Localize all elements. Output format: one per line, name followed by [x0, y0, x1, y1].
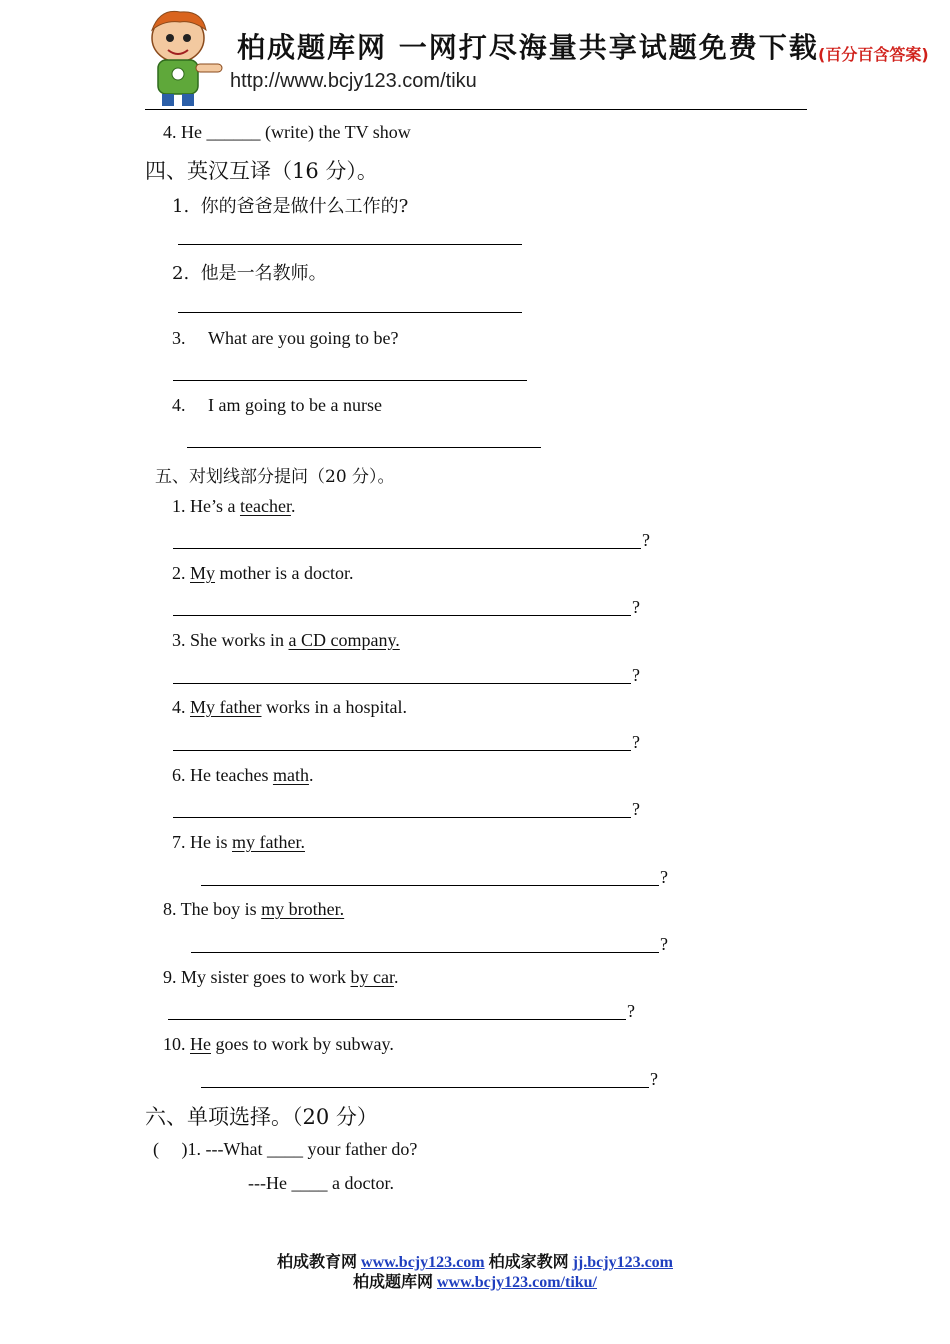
s5-answer-line-8[interactable] [191, 952, 659, 953]
s5-answer-line-10[interactable] [201, 1087, 649, 1088]
s5-answer-line-9[interactable] [168, 1019, 626, 1020]
s4-item-2-num: 2. [172, 263, 190, 284]
footer-label-1: 柏成教育网 [277, 1252, 358, 1271]
s4-item-3 [172, 328, 398, 349]
s5-item-10: 10. He goes to work by subway. [163, 1034, 394, 1054]
s5-qmark-9: ? [627, 1001, 635, 1021]
s6-q1-line1: ( )1. ---What ____ your father do? [153, 1139, 418, 1159]
s5-qmark-6: ? [632, 799, 640, 819]
s5-item-8: 8. The boy is my brother. [163, 899, 345, 919]
s6-q1-line2: ---He ____ a doctor. [248, 1173, 394, 1193]
s4-answer-line-1[interactable] [178, 244, 522, 245]
s5-item-2-underlined: My [190, 563, 216, 583]
s5-item-1: 1. He’s a teacher. [172, 496, 296, 516]
s5-answer-line-2[interactable] [173, 615, 631, 616]
footer-label-2: 柏成家教网 [488, 1252, 569, 1271]
s4-answer-line-4[interactable] [187, 447, 541, 448]
s4-item-3-text: What are you going to be? [208, 328, 399, 348]
s4-item-1 [172, 192, 408, 218]
site-url[interactable]: http://www.bcjy123.com/tiku [230, 70, 477, 92]
site-title: 柏成题库网 一网打尽海量共享试题免费下载 [237, 31, 819, 64]
s5-qmark-4: ? [632, 732, 640, 752]
s5-qmark-8: ? [660, 934, 668, 954]
s5-qmark-2: ? [632, 597, 640, 617]
s5-item-9-underlined: by car [350, 967, 394, 987]
s5-answer-line-6[interactable] [173, 817, 631, 818]
site-banner [140, 8, 948, 108]
s5-qmark-7: ? [660, 867, 668, 887]
section4-title: 四、英汉互译（16 分）。 [145, 159, 378, 183]
s5-item-7-underlined: my father. [232, 832, 305, 852]
s5-item-10-underlined: He [190, 1034, 211, 1054]
cartoon-boy-mascot-icon [140, 8, 230, 108]
s5-item-8-underlined: my brother. [261, 899, 345, 919]
s4-item-1-num: 1. [172, 196, 190, 217]
section6-title: 六、单项选择。（20 分） [145, 1105, 378, 1129]
s4-item-4-text: I am going to be a nurse [208, 395, 382, 415]
footer-link-2[interactable]: jj.bcjy123.com [572, 1254, 673, 1271]
s5-item-2: 2. My mother is a doctor. [172, 563, 354, 583]
s4-item-4 [172, 395, 382, 416]
s4-item-2 [172, 259, 327, 285]
s5-qmark-3: ? [632, 665, 640, 685]
s5-item-3-underlined: a CD company. [288, 630, 400, 650]
s5-item-6-underlined: math [272, 765, 309, 785]
s5-item-9: 9. My sister goes to work by car. [163, 967, 399, 987]
s5-item-4-underlined: My father [190, 697, 262, 717]
s5-item-3: 3. She works in a CD company. [172, 630, 400, 650]
s5-item-6: 6. He teaches math. [172, 765, 314, 785]
footer-link-3[interactable]: www.bcjy123.com/tiku/ [437, 1274, 597, 1291]
s4-item-3-num: 3. [172, 328, 186, 348]
s5-qmark-10: ? [650, 1069, 658, 1089]
site-tagline: (百分百含答案) [818, 45, 929, 64]
s5-answer-line-1[interactable] [173, 548, 641, 549]
s4-answer-line-2[interactable] [178, 312, 522, 313]
s4-answer-line-3[interactable] [173, 380, 527, 381]
s5-qmark-1: ? [642, 530, 650, 550]
s5-answer-line-4[interactable] [173, 750, 631, 751]
s5-answer-line-3[interactable] [173, 683, 631, 684]
footer-line-2 [0, 1269, 950, 1292]
s4-item-1-text: 你的爸爸是做什么工作的? [200, 196, 409, 217]
footer-label-3: 柏成题库网 [352, 1272, 433, 1291]
s5-item-7: 7. He is my father. [172, 832, 305, 852]
header-divider [145, 109, 807, 110]
s4-item-2-text: 他是一名教师。 [200, 263, 327, 284]
carryover-item: 4. He ______ (write) the TV show [163, 122, 411, 142]
s4-item-4-num: 4. [172, 395, 186, 415]
s5-item-1-underlined: teacher [239, 496, 291, 516]
s5-answer-line-7[interactable] [201, 885, 659, 886]
section5-title: 五、对划线部分提问（20 分）。 [155, 467, 395, 487]
s5-item-4: 4. My father works in a hospital. [172, 697, 407, 717]
footer-link-1[interactable]: www.bcjy123.com [361, 1254, 485, 1271]
